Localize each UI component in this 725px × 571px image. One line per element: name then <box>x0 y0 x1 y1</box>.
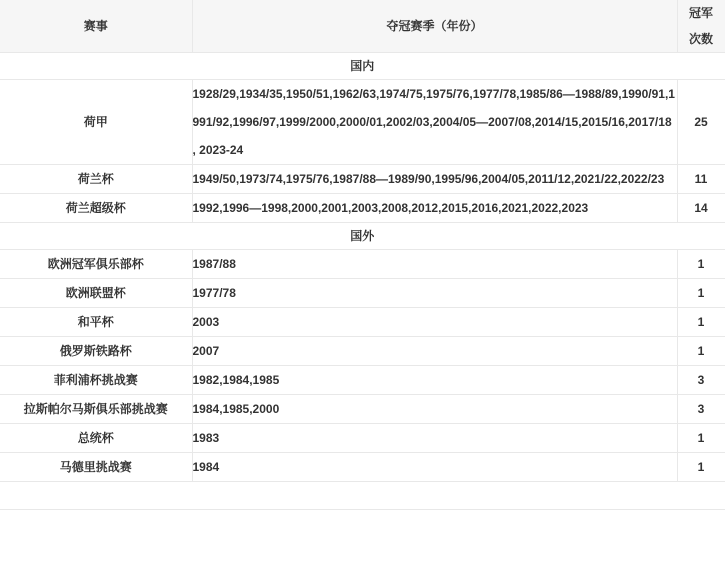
seasons-list: 1983 <box>192 424 677 453</box>
column-header-count <box>677 0 725 53</box>
title-count: 3 <box>677 395 725 424</box>
competition-name: 和平杯 <box>0 308 192 337</box>
competition-name: 总统杯 <box>0 424 192 453</box>
title-count: 3 <box>677 366 725 395</box>
competition-name: 马德里挑战赛 <box>0 453 192 482</box>
seasons-list: 2007 <box>192 337 677 366</box>
title-count: 11 <box>677 165 725 194</box>
table-row <box>0 279 725 308</box>
competition-name: 荷兰杯 <box>0 165 192 194</box>
section-header-foreign: 国外 <box>0 223 725 250</box>
column-header-count-label: 冠军次数 <box>689 6 714 46</box>
table-header-row <box>0 0 725 53</box>
section-header-domestic: 国内 <box>0 53 725 80</box>
section-row-domestic <box>0 53 725 80</box>
table-row <box>0 424 725 453</box>
competition-name: 荷兰超级杯 <box>0 194 192 223</box>
competition-name: 荷甲 <box>0 80 192 165</box>
column-header-competition: 赛事 <box>0 0 192 53</box>
table-row <box>0 250 725 279</box>
seasons-list: 1949/50,1973/74,1975/76,1987/88—1989/90,1995/96,2004/05,2011/12,2021/22,2022/23 <box>192 165 677 194</box>
seasons-list: 1928/29,1934/35,1950/51,1962/63,1974/75,1975/76,1977/78,1985/86—1988/89,1990/91,1991/92,1996/97,1999/2000,2000/01,2002/03,2004/05—2007/08,2014/15,2015/16,2017/18 , 2023-24 <box>192 80 677 165</box>
title-count: 1 <box>677 424 725 453</box>
competition-name: 拉斯帕尔马斯俱乐部挑战赛 <box>0 395 192 424</box>
competition-name: 欧洲联盟杯 <box>0 279 192 308</box>
table-footer-spacer-row <box>0 482 725 510</box>
title-count: 25 <box>677 80 725 165</box>
table-row <box>0 80 725 165</box>
seasons-list: 1984 <box>192 453 677 482</box>
table-row <box>0 194 725 223</box>
seasons-list: 1984,1985,2000 <box>192 395 677 424</box>
title-count: 14 <box>677 194 725 223</box>
table-row <box>0 165 725 194</box>
empty-cell <box>0 482 725 510</box>
title-count: 1 <box>677 453 725 482</box>
seasons-list: 1982,1984,1985 <box>192 366 677 395</box>
table-row <box>0 453 725 482</box>
seasons-list: 1977/78 <box>192 279 677 308</box>
competition-name: 菲利浦杯挑战赛 <box>0 366 192 395</box>
column-header-seasons: 夺冠赛季（年份） <box>192 0 677 53</box>
competition-name: 俄罗斯铁路杯 <box>0 337 192 366</box>
title-count: 1 <box>677 308 725 337</box>
title-count: 1 <box>677 337 725 366</box>
title-count: 1 <box>677 250 725 279</box>
competition-name: 欧洲冠军俱乐部杯 <box>0 250 192 279</box>
seasons-list: 1992,1996—1998,2000,2001,2003,2008,2012,2015,2016,2021,2022,2023 <box>192 194 677 223</box>
seasons-list: 2003 <box>192 308 677 337</box>
table-row <box>0 337 725 366</box>
section-row-foreign <box>0 223 725 250</box>
table-row <box>0 366 725 395</box>
table-row <box>0 308 725 337</box>
seasons-list: 1987/88 <box>192 250 677 279</box>
title-count: 1 <box>677 279 725 308</box>
table-row <box>0 395 725 424</box>
